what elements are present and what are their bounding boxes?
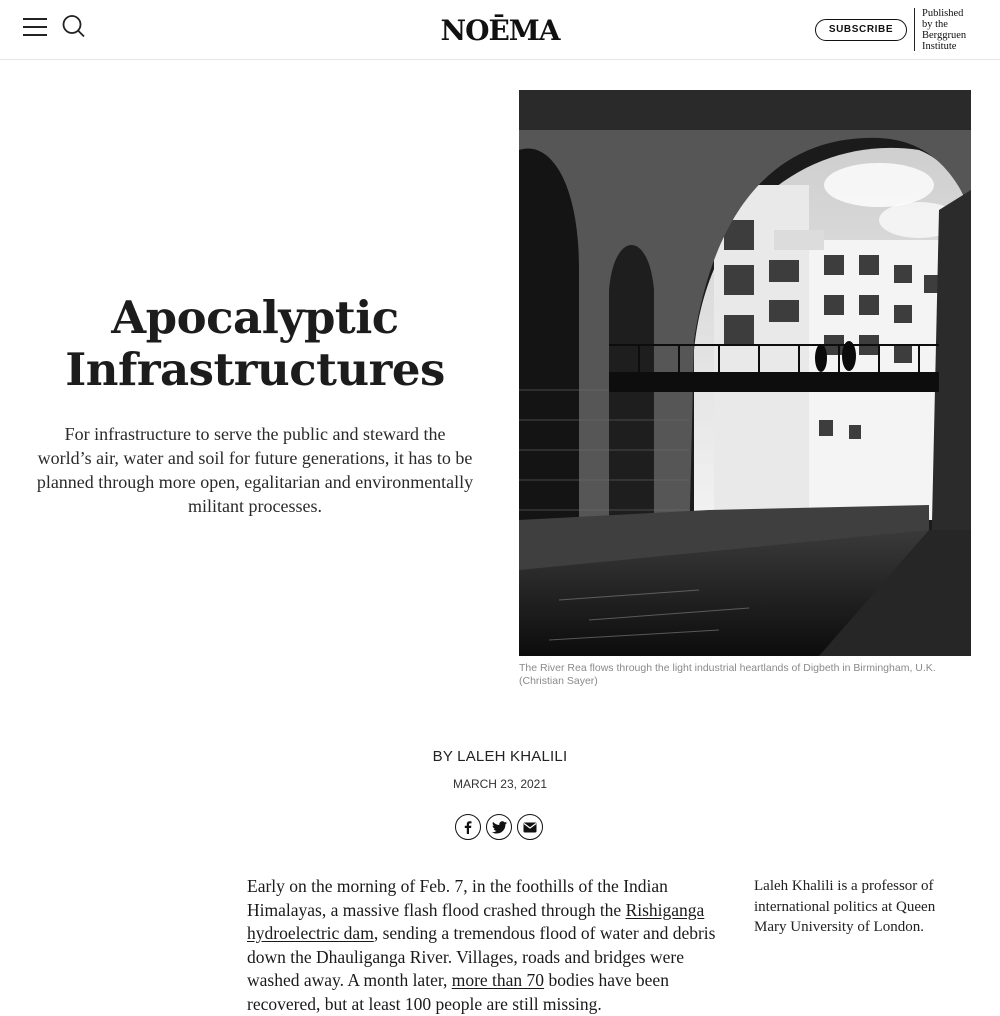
paragraph-text: Early on the morning of Feb. 7, in the foothills of the Indian Himalayas, a massive flash flood crashed through the — [247, 876, 668, 920]
author-bio: Laleh Khalili is a professor of international politics at Queen Mary University of London. — [754, 878, 936, 935]
hero-text — [30, 292, 480, 518]
share-buttons — [455, 814, 547, 842]
hero-photo — [519, 90, 971, 656]
subscribe-button[interactable]: SUBSCRIBE — [815, 19, 907, 41]
paragraph-text: , sending a tremendous flood of water and debris down the Dhauliganga River. Villages, roads and bridges were washed away. A month later, — [247, 923, 716, 990]
share-facebook-button[interactable] — [455, 814, 481, 840]
menu-icon-line — [23, 26, 47, 28]
facebook-icon — [461, 820, 475, 834]
twitter-icon — [492, 821, 507, 834]
site-logo[interactable]: NOĒMA — [440, 14, 560, 47]
rishiganga-dam-link[interactable]: Rishiganga hydroelectric dam — [247, 899, 705, 943]
article-paragraph — [247, 875, 727, 1016]
menu-icon-line — [23, 34, 47, 36]
more-than-70-link[interactable]: more than 70 — [451, 970, 545, 990]
article-body — [247, 875, 727, 1016]
paragraph-text: bodies have been recovered, but at least 100 people are still missing. — [247, 970, 669, 1014]
share-twitter-button[interactable] — [486, 814, 512, 840]
hero-image — [519, 90, 971, 656]
search-icon — [61, 14, 87, 40]
publisher-note[interactable]: Published by the Berggruen Institute — [922, 8, 967, 52]
article-title: Apocalyptic Infrastructures — [65, 291, 445, 396]
menu-button[interactable] — [23, 16, 47, 37]
byline[interactable]: BY LALEH KHALILI — [432, 748, 568, 765]
menu-icon-line — [23, 18, 47, 20]
site-header — [0, 0, 1000, 60]
article-dek: For infrastructure to serve the public and steward the world’s air, water and soil for future generations, it has to be planned through more open, egalitarian and environmentally militant processes. — [36, 424, 474, 516]
publish-date: MARCH 23, 2021 — [452, 777, 548, 791]
search-button[interactable] — [61, 14, 87, 40]
image-caption: The River Rea flows through the light industrial heartlands of Digbeth in Birmingham, U.K. (Christian Sayer) — [519, 662, 936, 687]
mail-icon — [523, 822, 537, 833]
header-divider — [914, 8, 915, 51]
share-email-button[interactable] — [517, 814, 543, 840]
